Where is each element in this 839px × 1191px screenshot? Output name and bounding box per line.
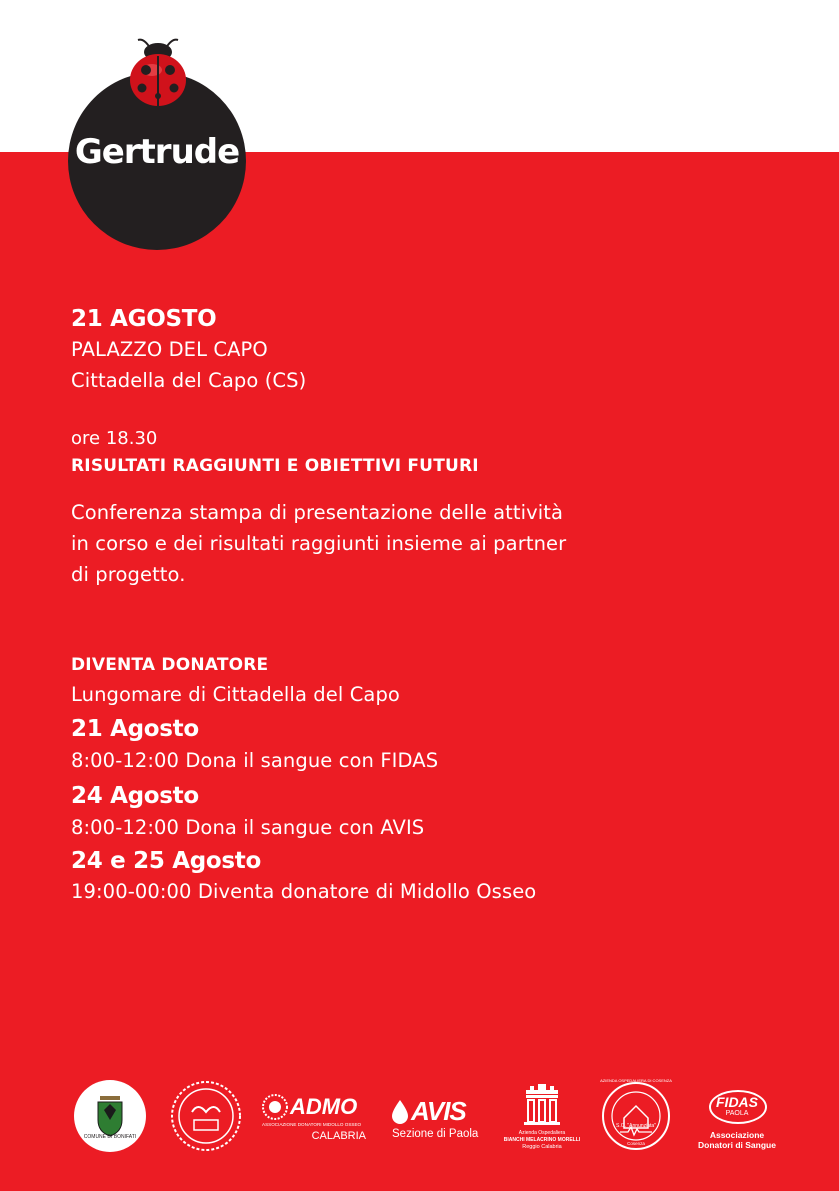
event-time: ore 18.30 bbox=[71, 428, 158, 449]
donor-day-detail: 8:00-12:00 Dona il sangue con FIDAS bbox=[71, 749, 439, 772]
coat-of-arms-icon bbox=[74, 1080, 146, 1152]
comune-badge bbox=[74, 1080, 146, 1152]
blood-drop-icon bbox=[390, 1099, 410, 1125]
brand-name: Gertrude bbox=[74, 132, 240, 172]
admo-logo bbox=[262, 1080, 366, 1160]
azienda-cs-logo bbox=[600, 1080, 672, 1160]
fidas-logo bbox=[694, 1080, 780, 1160]
fidas-line2: Donatori di Sangue bbox=[698, 1140, 776, 1150]
comune-name: COMUNE DI BONIFATI bbox=[83, 1134, 137, 1140]
admo-sun-icon bbox=[262, 1094, 288, 1120]
fidas-line1: Associazione bbox=[709, 1130, 765, 1140]
donor-day-detail: 19:00-00:00 Diventa donatore di Midollo Osseo bbox=[71, 880, 537, 903]
donor-location: Lungomare di Cittadella del Capo bbox=[71, 683, 400, 706]
avis-logo bbox=[390, 1080, 482, 1160]
donor-day-detail: 8:00-12:00 Dona il sangue con AVIS bbox=[71, 816, 425, 839]
avis-name: AVIS bbox=[411, 1096, 466, 1126]
avis-section: Sezione di Paola bbox=[392, 1128, 479, 1140]
event-date: 21 AGOSTO bbox=[71, 306, 217, 332]
donor-heading: DIVENTA DONATORE bbox=[71, 655, 269, 675]
donor-day-date: 21 Agosto bbox=[71, 716, 199, 742]
event-description-line: di progetto. bbox=[71, 563, 186, 586]
event-description-line: Conferenza stampa di presentazione delle attività bbox=[71, 501, 564, 524]
hospital-building-icon bbox=[522, 1082, 562, 1126]
azienda-rc-line3: Reggio Calabria bbox=[522, 1144, 562, 1150]
azienda-rc-line1: Azienda Ospedaliera bbox=[518, 1130, 566, 1136]
event-title: RISULTATI RAGGIUNTI E OBIETTIVI FUTURI bbox=[71, 456, 479, 476]
fidas-sub: PAOLA bbox=[725, 1110, 749, 1117]
azienda-rc-logo bbox=[496, 1080, 588, 1160]
donor-day-date: 24 Agosto bbox=[71, 783, 199, 809]
admo-region: CALABRIA bbox=[311, 1130, 366, 1142]
stamp-icon bbox=[170, 1080, 242, 1152]
ladybug-icon bbox=[122, 34, 194, 114]
azienda-cs-line2: Cosenza bbox=[627, 1141, 645, 1146]
event-city: Cittadella del Capo (CS) bbox=[71, 369, 307, 392]
admo-subtitle: ASSOCIAZIONE DONATORI MIDOLLO OSSEO bbox=[262, 1122, 362, 1127]
fidas-name: FIDAS bbox=[716, 1094, 758, 1110]
azienda-cs-ring: AZIENDA OSPEDALIERA DI COSENZA bbox=[600, 1078, 672, 1083]
donor-day-date: 24 e 25 Agosto bbox=[71, 848, 261, 874]
association-stamp-logo bbox=[170, 1080, 242, 1160]
admo-name: ADMO bbox=[290, 1094, 358, 1119]
event-venue: PALAZZO DEL CAPO bbox=[71, 338, 268, 361]
event-description-line: in corso e dei risultati raggiunti insieme ai partner bbox=[71, 532, 567, 555]
azienda-rc-line2: BIANCHI MELACRINO MORELLI bbox=[503, 1137, 581, 1143]
comune-logo bbox=[74, 1080, 146, 1160]
azienda-cs-line1: S.O. "Annunziata" bbox=[616, 1123, 656, 1129]
